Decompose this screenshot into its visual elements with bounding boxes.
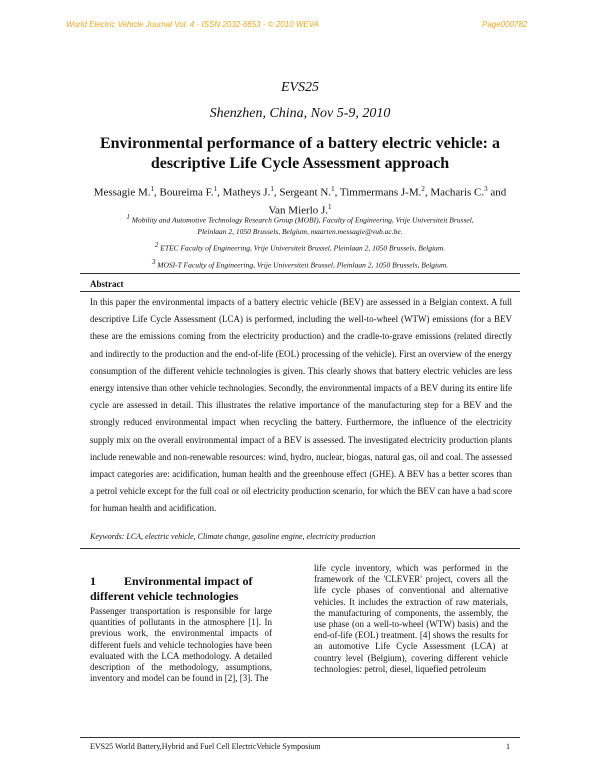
footer-rule bbox=[80, 737, 520, 738]
author: Matheys J. bbox=[222, 186, 271, 199]
page-number: 1 bbox=[506, 742, 510, 751]
page-id: Page000782 bbox=[482, 20, 528, 29]
conference-name: EVS25 bbox=[280, 80, 320, 95]
author-list: Messagie M.$^1$, Boureima F.$^1$, Matheys J.$^1$, Sergeant N.$^1$, Timmermans J-M.$^2$, Macharis C.$^3$ and Van Mierlo J.$^1$ bbox=[93, 185, 507, 217]
conference-location: Shenzhen, China, Nov 5-9, 2010 bbox=[209, 106, 391, 121]
abstract-bottom-rule bbox=[80, 548, 520, 549]
author: Van Mierlo J. bbox=[268, 204, 329, 217]
journal-header: World Electric Vehicle Journal Vol. 4 - ISSN 2032-6653 - © 2010 WEVA bbox=[66, 20, 319, 29]
keywords: Keywords: LCA, electric vehicle, Climate change, gasoline engine, electricity production bbox=[90, 532, 376, 541]
abstract-heading: Abstract bbox=[90, 279, 124, 289]
footer-text: EVS25 World Battery,Hybrid and Fuel Cell ElectricVehicle Symposium bbox=[90, 742, 321, 751]
abstract-heading-rule bbox=[80, 291, 520, 292]
footer bbox=[90, 742, 510, 751]
affiliation-1: $^1$ Mobility and Automotive Technology Research Group (MOBI), Faculty of Engineering, Vrije Universiteit Brussel, Pleinlaan 2, 1050 Brussels, Belgium, maarten.messagie@vub.ac.be. bbox=[126, 213, 474, 236]
author: Boureima F. bbox=[159, 186, 214, 199]
section-heading bbox=[90, 574, 290, 604]
author: Messagie M. bbox=[93, 186, 151, 199]
affiliation-3: $^3$ MOSI-T Faculty of Engineering, Vrije Universiteit Brussel, Pleinlaan 2, 1050 Brussels, Belgium. bbox=[151, 258, 449, 270]
affiliation-2: $^2$ ETEC Faculty of Engineering, Vrije Universiteit Brussel, Pleinlaan 2, 1050 Brussels, Belgium. bbox=[154, 241, 446, 253]
author: Sergeant N. bbox=[279, 186, 332, 199]
paper-title: Environmental performance of a battery electric vehicle: a descriptive Life Cycle Assessment approach bbox=[99, 135, 501, 172]
abstract-top-rule bbox=[80, 273, 520, 274]
author: Timmermans J-M. bbox=[339, 186, 422, 199]
section-number: 1 bbox=[90, 574, 96, 588]
author: Macharis C. bbox=[430, 186, 485, 199]
section-title: Environmental impact of different vehicle technologies bbox=[90, 574, 253, 603]
body-column-right: life cycle inventory, which was performed in the framework of the 'CLEVER' project, covers all the life cycle phases of conventional and alternative vehicles. It includes the extraction of raw materials, the manufacturing of components, the assembly, the use phase (on a well-to-wheel (WTW) basis) and the end-of-life (EOL) treatment. [4] shows the results for an automotive Life Cycle Assessment (LCA) at country level (Belgium), covering different vehicle technologies: petrol, diesel, liquefied petroleum bbox=[314, 563, 508, 674]
body-column-left: Passenger transportation is responsible for large quantities of pollutants in the atmosphere [1]. In previous work, the environmental impacts of different fuels and vehicle technologies have been evaluated with the LCA methodology. A detailed description of the methodology, assumptions, inventory and model can be found in [2], [3]. The bbox=[90, 606, 272, 684]
abstract-text: In this paper the environmental impacts of a battery electric vehicle (BEV) are assessed in a Belgian context. A full descriptive Life Cycle Assessment (LCA) is performed, including the well-to-wheel (WTW) emissions (for a BEV these are the emissions coming from the electricity production) and the cradle-to-grave emissions (related directly and indirectly to the production and the end-of-life (EOL) processing of the vehicle). First an overview of the energy consumption of the different vehicle technologies is given. This clearly shows that battery electric vehicles are less energy intensive than other vehicle technologies. Secondly, the environmental impacts of a BEV during its entire life cycle are assessed in detail. This illustrates the relative importance of the manufacturing step for a BEV and the strongly reduced environmental impact when recycling the battery. Furthermore, the influence of the electricity supply mix on the overall environmental impact of a BEV is assessed. The investigated electricity production plants include renewable and non-renewable resources: wind, hydro, nuclear, biogas, natural gas, oil and coal. The assessed impact categories are: acidification, human health and the greenhouse effect (GHE). A BEV has a better scores than a petrol vehicle except for the full coal or oil electricity production scenario, for which the BEV can have a bad score for human health and acidification. bbox=[90, 297, 512, 514]
